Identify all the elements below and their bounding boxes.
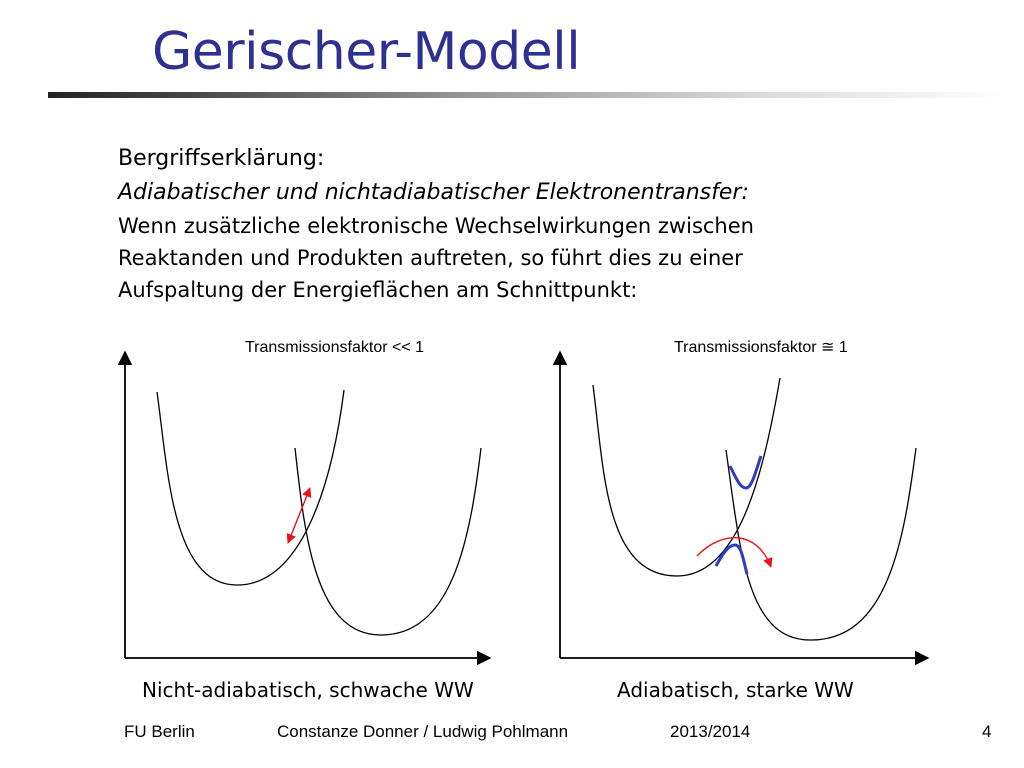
reactant-curve — [593, 378, 780, 576]
definition-label: Bergriffserklärung: — [118, 146, 325, 171]
footer-authors: Constanze Donner / Ludwig Pohlmann — [277, 722, 569, 741]
footer-page-number: 4 — [982, 722, 992, 741]
body-line: Wenn zusätzliche elektronische Wechselwirkungen zwischen — [118, 214, 754, 238]
definition-term: Adiabatischer und nichtadiabatischer Elektronentransfer: — [118, 180, 749, 205]
reactant-curve — [157, 390, 344, 585]
diagram-caption: Nicht-adiabatisch, schwache WW — [142, 678, 474, 702]
lower-split-curve — [716, 545, 747, 574]
footer-term: 2013/2014 — [670, 722, 751, 741]
diagram-header: Transmissionsfaktor << 1 — [245, 339, 425, 356]
body-line: Reaktanden und Produkten auftreten, so führt dies zu einer — [118, 246, 743, 270]
product-curve — [295, 448, 481, 635]
diagram-nonadiabatic — [125, 339, 490, 702]
slide-title: Gerischer-Modell — [152, 22, 581, 82]
footer-institution: FU Berlin — [124, 722, 195, 741]
body-line: Aufspaltung der Energieflächen am Schnittpunkt: — [118, 278, 638, 302]
diagram-caption: Adiabatisch, starke WW — [617, 678, 854, 702]
diagram-header: Transmissionsfaktor ≅ 1 — [674, 339, 848, 356]
diagram-adiabatic — [560, 339, 928, 702]
transfer-arrow — [697, 538, 771, 567]
